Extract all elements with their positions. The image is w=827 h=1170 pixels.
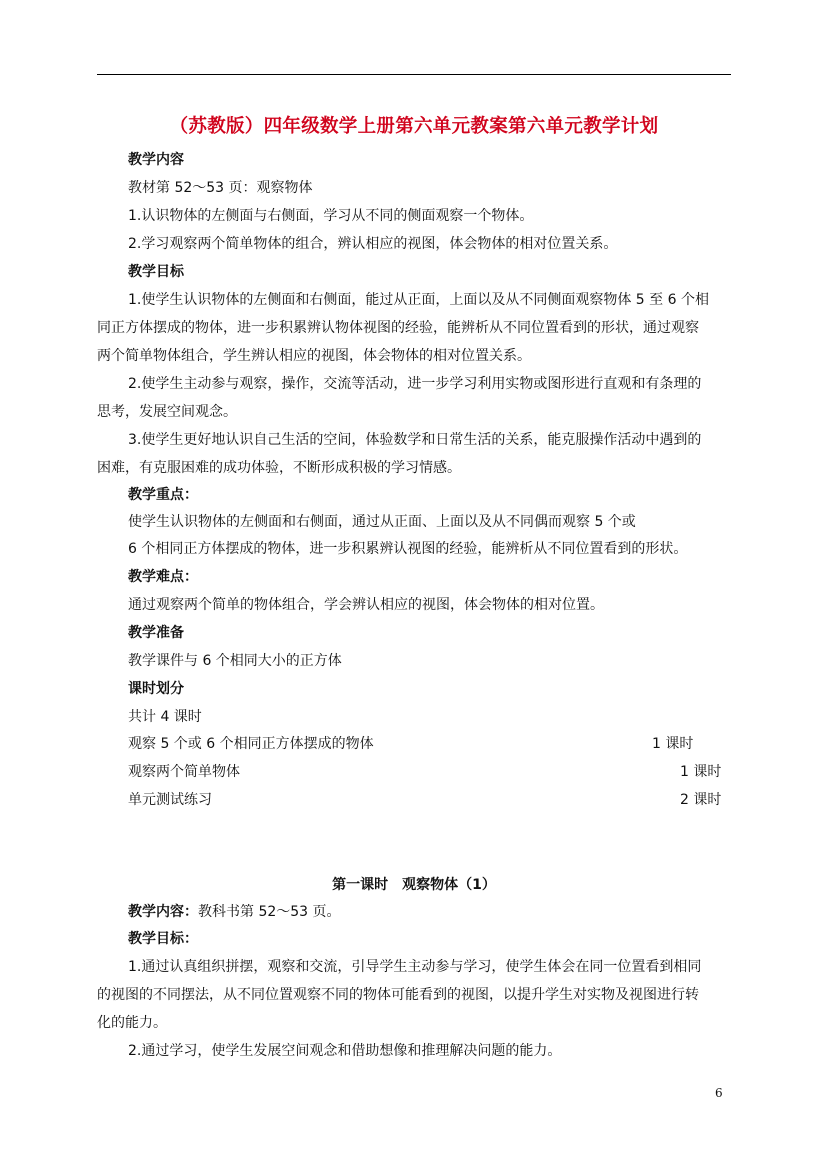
schedule-hours: 1 课时: [652, 736, 694, 752]
schedule-hours: 1 课时: [680, 764, 722, 780]
lesson1-goals-line: 1.通过认真组织拼摆，观察和交流，引导学生主动参与学习，使学生体会在同一位置看到相同: [128, 959, 702, 975]
content-heading: 教学内容: [128, 152, 184, 168]
page-number: 6: [715, 1086, 723, 1100]
lesson1-goals-line: 化的能力。: [97, 1015, 167, 1031]
content-line: 2.学习观察两个简单物体的组合，辨认相应的视图，体会物体的相对位置关系。: [128, 236, 618, 252]
goals-line: 同正方体摆成的物体，进一步积累辨认物体视图的经验，能辨析从不同位置看到的形状，通过观察: [97, 320, 699, 336]
content-line: 教材第 52～53 页：观察物体: [128, 180, 313, 196]
schedule-item: 单元测试练习: [128, 792, 212, 808]
difficulty-heading: 教学难点：: [128, 569, 198, 585]
schedule-heading: 课时划分: [128, 681, 184, 697]
schedule-row: [128, 762, 722, 782]
header-rule: [97, 74, 731, 75]
lesson1-goals-heading: 教学目标：: [128, 931, 198, 947]
schedule-row: [128, 790, 722, 810]
prep-heading: 教学准备: [128, 625, 184, 641]
schedule-row: [128, 734, 722, 754]
lesson1-goals-line: 的视图的不同摆法，从不同位置观察不同的物体可能看到的视图，以提升学生对实物及视图进行转: [97, 987, 699, 1003]
prep-line: 教学课件与 6 个相同大小的正方体: [128, 653, 342, 669]
goals-line: 两个简单物体组合，学生辨认相应的视图，体会物体的相对位置关系。: [97, 348, 531, 364]
lesson1-title: 第一课时 观察物体（1）: [332, 877, 496, 893]
schedule-item: 观察两个简单物体: [128, 764, 240, 780]
schedule-total: 共计 4 课时: [128, 709, 202, 725]
lesson1-goals-line: 2.通过学习，使学生发展空间观念和借助想像和推理解决问题的能力。: [128, 1043, 562, 1059]
key-line: 6 个相同正方体摆成的物体，进一步积累辨认视图的经验，能辨析从不同位置看到的形状。: [128, 541, 688, 557]
lesson1-content-text: 教科书第 52～53 页。: [198, 904, 341, 920]
goals-heading: 教学目标: [128, 264, 184, 280]
schedule-hours: 2 课时: [680, 792, 722, 808]
lesson1-content: [128, 902, 341, 922]
goals-line: 困难，有克服困难的成功体验，不断形成积极的学习情感。: [97, 460, 461, 476]
key-heading: 教学重点：: [128, 487, 198, 503]
goals-line: 2.使学生主动参与观察，操作，交流等活动，进一步学习利用实物或图形进行直观和有条理的: [128, 376, 702, 392]
goals-line: 思考，发展空间观念。: [97, 404, 237, 420]
lesson1-content-label: 教学内容：: [128, 904, 198, 920]
document-title: （苏教版）四年级数学上册第六单元教案第六单元教学计划: [169, 116, 659, 137]
goals-line: 1.使学生认识物体的左侧面和右侧面，能过从正面，上面以及从不同侧面观察物体 5 至 6 个相: [128, 292, 709, 308]
goals-line: 3.使学生更好地认识自己生活的空间，体验数学和日常生活的关系，能克服操作活动中遇到的: [128, 432, 702, 448]
content-line: 1.认识物体的左侧面与右侧面，学习从不同的侧面观察一个物体。: [128, 208, 534, 224]
schedule-item: 观察 5 个或 6 个相同正方体摆成的物体: [128, 736, 374, 752]
key-line: 使学生认识物体的左侧面和右侧面，通过从正面、上面以及从不同偶而观察 5 个或: [128, 514, 636, 530]
difficulty-line: 通过观察两个简单的物体组合，学会辨认相应的视图，体会物体的相对位置。: [128, 597, 604, 613]
